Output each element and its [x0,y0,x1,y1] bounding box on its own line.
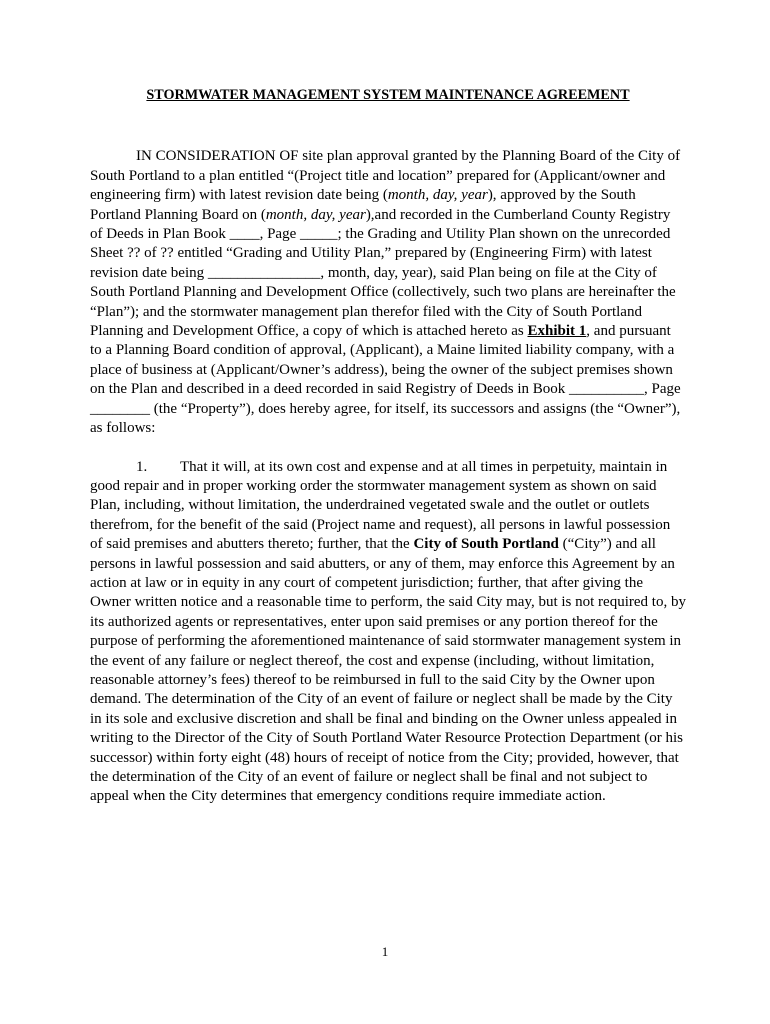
clause-number: 1. [136,458,148,475]
clause-1-paragraph [90,458,686,807]
document-page [90,86,686,807]
paragraph-text: , and pursuant to a Planning Board condition of approval, (Applicant), a Maine limited liability company, with a place of business at (Applicant/Owner’s address), being the owner of the subject premises shown on the Plan and described in a deed recorded in said Registry of Deeds in Book __________, Page ________ (the “Property”), does hereby agree, for itself, its successors and assigns (the “Owner”), as follows: [90,323,681,437]
paragraph-text: (“City”) and all persons in lawful possession and said abutters, or any of them, may enforce this Agreement by an action at law or in equity in any court of competent jurisdiction; further, that after giving the Owner written notice and a reasonable time to perform, the said City may, but is not required to, by its authorized agents or representatives, enter upon said premises or any portion thereof for the purpose of performing the aforementioned maintenance of said stormwater management system in the event of any failure or neglect thereof, the cost and expense (including, without limitation, reasonable attorney’s fees) thereof to be reimbursed in full to the said City by the Owner upon demand. The determination of the City of an event of failure or neglect shall be made by the City in its sole and exclusive discretion and shall be final and binding on the Owner unless appealed in writing to the Director of the City of South Portland Water Resource Protection Department (or his successor) within forty eight (48) hours of receipt of notice from the City; provided, however, that the determination of the City of an event of failure or neglect shall be final and not subject to appeal when the City determines that emergency conditions require immediate action. [90,536,686,805]
document-title: STORMWATER MANAGEMENT SYSTEM MAINTENANCE AGREEMENT [146,87,630,103]
exhibit-reference: Exhibit 1 [527,323,587,340]
paragraph-text: ), approved by the South Portland Planning Board on ( [90,187,636,223]
revision-date-placeholder: month, day, year [387,187,488,204]
page-number: 1 [381,944,389,959]
paragraph-text: ),and recorded in the Cumberland County Registry of Deeds in Plan Book ____, Page _____; the Grading and Utility Plan shown on the unrecorded Sheet ?? of ?? entitled “Grading and Utility Plan,” prepared by (Engineering Firm) with latest revision date being _______________, month, day, year), said Plan being on file at the City of South Portland Planning and Development Office (collectively, such two plans are hereinafter the “Plan”); and the stormwater management plan therefor filed with the City of South Portland Planning and Development Office, a copy of which is attached hereto as [90,206,676,340]
paragraph-text: IN CONSIDERATION OF site plan approval granted by the Planning Board of the City of South Portland to a plan entitled “(Project title and location” prepared for (Applicant/owner and engineering firm) with latest revision date being ( [90,148,681,204]
approval-date-placeholder: month, day, year [265,206,366,223]
consideration-paragraph [90,147,686,438]
paragraph-text: That it will, at its own cost and expense and at all times in perpetuity, maintain in good repair and in proper working order the stormwater management system as shown on said Plan, including, without limitation, the underdrained vegetated swale and the outlet or outlets therefrom, for the benefit of the said (Project name and request), all persons in lawful possession of said premises and abutters thereto; further, that the [90,458,671,553]
city-name: City of South Portland [413,536,559,553]
